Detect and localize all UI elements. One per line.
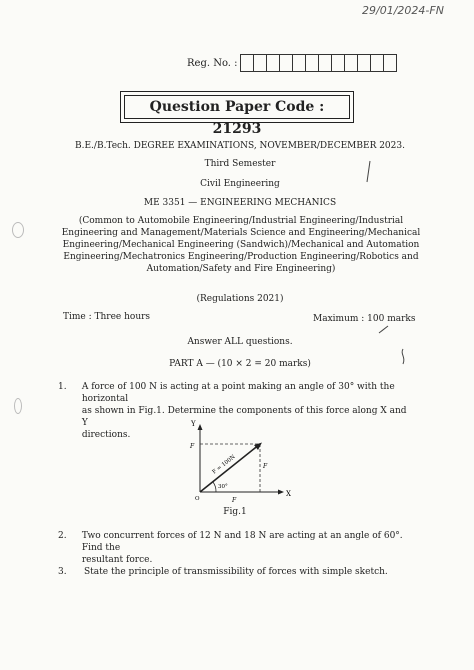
reg-box[interactable] <box>319 55 332 71</box>
question-line: Two concurrent forces of 12 N and 18 N are acting at an angle of 60°. Find the <box>81 531 403 553</box>
time-allowed: Time : Three hours <box>63 312 151 322</box>
reg-box[interactable] <box>384 55 396 71</box>
figure-caption: Fig.1 <box>223 507 247 517</box>
part-a-heading: PART A — (10 × 2 = 20 marks) <box>169 359 311 369</box>
common-to-line: Engineering/Mechatronics Engineering/Production Engineering/Robotics and <box>63 252 419 262</box>
pen-tick-mark <box>364 160 372 184</box>
punch-hole-mark <box>14 398 22 414</box>
common-to-line: Automation/Safety and Fire Engineering) <box>146 264 336 274</box>
question-number: 2. <box>58 531 67 541</box>
reg-box[interactable] <box>371 55 384 71</box>
x-axis-arrow <box>278 490 284 495</box>
regulations: (Regulations 2021) <box>196 294 284 304</box>
question-line: resultant force. <box>81 555 153 565</box>
reg-box[interactable] <box>306 55 319 71</box>
y-axis-arrow <box>198 424 203 430</box>
question-line: directions. <box>81 430 131 440</box>
force-label: F = 100N <box>211 454 237 476</box>
branch: Civil Engineering <box>200 179 280 189</box>
handwritten-date: 29/01/2024-FN <box>362 4 444 17</box>
question-line: A force of 100 N is acting at a point making an angle of 30° with the horizontal <box>81 382 395 404</box>
punch-hole-mark <box>12 222 24 238</box>
reg-box[interactable] <box>254 55 267 71</box>
origin-label: O <box>195 496 200 502</box>
semester: Third Semester <box>204 159 276 169</box>
reg-box[interactable] <box>280 55 293 71</box>
question-2 <box>58 530 414 566</box>
reg-box[interactable] <box>241 55 254 71</box>
exam-title: B.E./B.Tech. DEGREE EXAMINATIONS, NOVEMBER/DECEMBER 2023. <box>75 141 405 151</box>
instruction: Answer ALL questions. <box>187 337 293 347</box>
reg-box[interactable] <box>345 55 358 71</box>
common-to-line: Engineering and Management/Materials Science and Engineering/Mechanical <box>61 228 421 238</box>
reg-box[interactable] <box>293 55 306 71</box>
question-line: as shown in Fig.1. Determine the components of this force along X and Y <box>81 406 407 428</box>
pen-tick-mark <box>398 348 408 366</box>
max-marks: Maximum : 100 marks <box>313 314 416 324</box>
question-number: 1. <box>58 382 67 392</box>
common-to-line: Engineering/Mechanical Engineering (Sandwich)/Mechanical and Automation <box>62 240 420 250</box>
x-label: X <box>286 490 291 498</box>
angle-label: 30° <box>218 484 228 490</box>
fy-right-label: F <box>263 463 268 470</box>
question-line: State the principle of transmissibility of forces with simple sketch. <box>84 567 388 577</box>
course-title: ME 3351 — ENGINEERING MECHANICS <box>143 198 337 208</box>
common-to-line: (Common to Automobile Engineering/Industrial Engineering/Industrial <box>78 216 404 226</box>
pen-tick-mark <box>378 323 390 335</box>
reg-no-boxes[interactable] <box>240 54 397 72</box>
force-diagram <box>180 418 290 503</box>
question-3 <box>58 566 414 578</box>
fx-label: F <box>232 497 237 504</box>
reg-box[interactable] <box>358 55 371 71</box>
fy-left-label: F <box>190 443 195 450</box>
reg-no-label: Reg. No. : <box>187 58 238 69</box>
force-vector <box>200 444 260 492</box>
angle-arc <box>213 482 216 492</box>
y-label: Y <box>191 420 196 428</box>
common-to-block <box>52 215 430 275</box>
question-number: 3. <box>58 567 67 577</box>
question-paper-code: Question Paper Code : 21293 <box>124 95 350 119</box>
reg-box[interactable] <box>332 55 345 71</box>
reg-box[interactable] <box>267 55 280 71</box>
